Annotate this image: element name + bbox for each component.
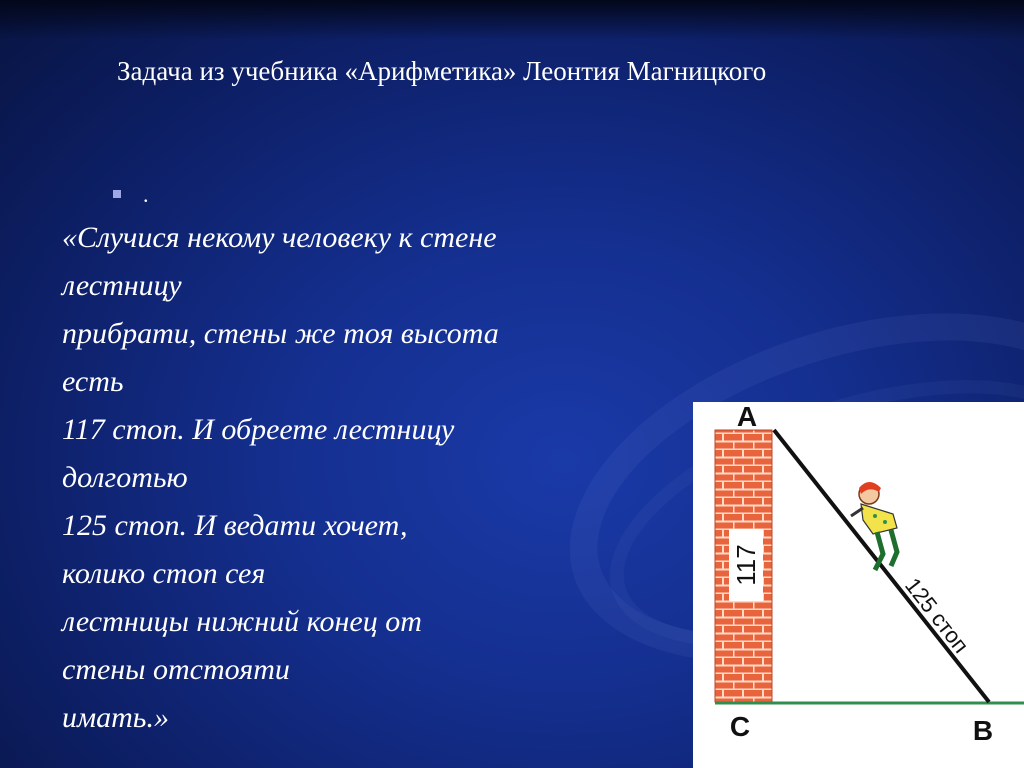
bullet-square-icon xyxy=(113,190,121,198)
quote-line: лестницы нижний конец от xyxy=(62,605,422,638)
quote-line: «Случися некому человеку к стене xyxy=(62,221,497,254)
figure-svg xyxy=(693,402,1024,768)
top-band xyxy=(0,0,1024,40)
quote-line: долготью xyxy=(62,461,188,494)
bullet-text: . xyxy=(143,182,149,207)
ladder-length-label: 125 стоп xyxy=(900,573,974,658)
quote-line: колико стоп сея xyxy=(62,557,266,590)
ladder-wall-figure xyxy=(693,402,1024,768)
quote-line: 125 стоп. И ведати хочет, xyxy=(62,509,408,542)
quote-line: 117 стоп. И обреете лестницу xyxy=(62,413,455,446)
ladder-line xyxy=(774,430,989,702)
point-label-c: C xyxy=(729,711,751,742)
quote-line: имать.» xyxy=(62,701,169,734)
quote-line: стены отстояти xyxy=(62,653,290,686)
point-label-a: A xyxy=(736,402,758,432)
slide-title: Задача из учебника «Арифметика» Леонтия Магницкого xyxy=(117,56,767,86)
quote-line: есть xyxy=(62,365,124,398)
point-label-b: B xyxy=(972,715,994,746)
problem-quote xyxy=(62,214,682,742)
quote-line: прибрати, стены же тоя высота xyxy=(62,317,499,350)
wall-height-label: 117 xyxy=(731,544,761,586)
quote-line: лестницу xyxy=(62,269,182,302)
